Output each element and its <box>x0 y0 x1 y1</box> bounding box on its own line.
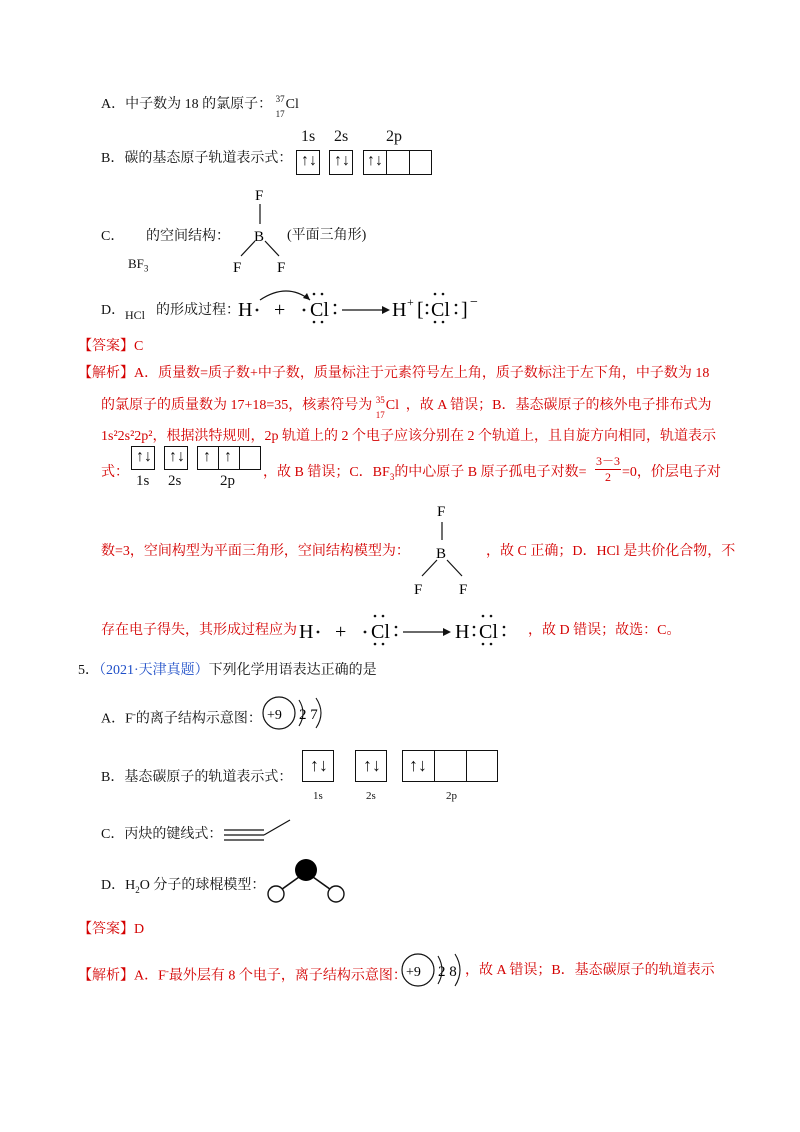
q4-analysis-line-1: 【解析】A．质量数=质子数+中子数，质量标注于元素符号左上角，质子数标注于左下角，中子数为 18 <box>78 366 710 381</box>
q5-analysis-line-1a: 【解析】A．F-最外层有 8 个电子，离子结构示意图： <box>78 966 407 984</box>
up-down-arrow-icon: ↑↓ <box>334 152 350 169</box>
q4-analysis-line-4d: =0，价层电子对 <box>622 465 721 480</box>
q4-option-c-prefix: C． <box>101 229 125 244</box>
svg-label-b-ph: H <box>455 621 470 643</box>
planar-triangle-note: (平面三角形) <box>287 228 367 243</box>
svg-label-d-ph: H <box>392 299 407 321</box>
q5-analysis-line-1c: ，故 A 错误；B．基态碳原子的轨道表示 <box>465 963 715 978</box>
analysis-label: 【解析】 <box>78 366 134 381</box>
q5-answer <box>78 921 144 939</box>
up-down-arrow-icon: ↑↓ <box>310 755 328 775</box>
up-down-arrow-icon: ↑↓ <box>169 448 185 465</box>
up-down-arrow-icon: ↑↓ <box>136 448 152 465</box>
svg-label-a-f1: F <box>437 504 446 520</box>
question-number: 5． <box>78 663 99 678</box>
orbital-label-1s: 1s <box>301 128 316 145</box>
analysis-orbital-label-1s: 1s <box>136 473 150 489</box>
svg-label-b-pcl: Cl <box>479 621 498 643</box>
up-arrow-icon: ↑ <box>203 448 211 465</box>
analysis-orbital-box-1s <box>131 446 155 470</box>
orbital-box-2s <box>329 150 353 175</box>
q5-option-a: A．F-的离子结构示意图： <box>101 709 262 727</box>
answer-value: D <box>134 922 145 937</box>
svg-label-c-b: B <box>254 229 265 245</box>
analysis-orbital-label-2p: 2p <box>220 473 235 489</box>
q4-analysis-line-3: 1s²2s²2p²，根据洪特规则，2p 轨道上的 2 个电子应该分别在 2 个轨道上，且自旋方向相同，轨道表示 <box>101 429 716 444</box>
svg-label-d-h: H <box>238 299 253 321</box>
analysis-orbital-box-2p <box>197 446 261 470</box>
fraction-denominator: 2 <box>605 470 611 484</box>
q4-option-a-text: A．中子数为 18 的氯原子： <box>101 97 273 112</box>
q4-option-d-prefix: D． <box>101 303 126 318</box>
answer-label: 【答案】 <box>78 922 134 937</box>
electron-configuration: 1s²2s²2p² <box>101 429 153 444</box>
analysis-orbital-box-2s <box>164 446 188 470</box>
propyne-skeletal-formula <box>220 816 300 846</box>
svg-label-b-plus: + <box>335 621 347 643</box>
svg-label-b-cl: Cl <box>371 621 390 643</box>
svg-label-b5-shells: 2 8 <box>438 964 457 980</box>
orbital-box-2p <box>363 150 432 175</box>
q4-answer <box>78 338 143 356</box>
q4-analysis-line-4a: 式： <box>101 465 129 480</box>
svg-label-b5-nuc: +9 <box>406 965 421 980</box>
svg-label-c-f1: F <box>255 188 264 204</box>
q5-stem <box>78 662 377 680</box>
fraction-numerator: 3－3 <box>595 454 620 468</box>
up-down-arrow-icon: ↑↓ <box>409 755 427 775</box>
hcl-covalent-formation-diagram <box>293 602 528 652</box>
orbital-box-1s <box>296 150 320 175</box>
svg-label-c-f2: F <box>233 260 242 276</box>
svg-label-d-cl: Cl <box>310 299 329 321</box>
up-arrow-icon: ↑ <box>224 448 232 465</box>
q5-orbital-box-2p <box>402 750 498 782</box>
svg-label-a5-shells: 2 7 <box>299 707 318 723</box>
svg-label-d-pplus: + <box>407 295 414 309</box>
q5-option-c-text: C．丙炔的键线式： <box>101 827 223 842</box>
q4-analysis-line-4b: ，故 B 错误；C．$BF_3$的中心原子 B 原子孤电子对数= <box>263 465 587 482</box>
answer-label: 【答案】 <box>78 339 134 354</box>
svg-label-a-f2: F <box>414 582 423 598</box>
q4-option-b-text: B．碳的基态原子轨道表示式： <box>101 151 293 166</box>
fluoride-ion-structure-diagram <box>261 692 341 736</box>
q4-option-d-text: 的形成过程： <box>156 303 240 318</box>
chlorine-35-symbol: 35 17 Cl <box>375 395 400 420</box>
svg-label-a5-nuc: +9 <box>267 708 282 723</box>
q4-analysis-line-5b: ，故 C 正确；D．HCl 是共价化合物，不 <box>486 544 736 559</box>
analysis-label: 【解析】 <box>78 968 134 984</box>
svg-label-a-b: B <box>436 546 447 562</box>
orbital-label-2s: 2s <box>334 128 349 145</box>
q4-analysis-line-6a: 存在电子得失，其形成过程应为 <box>101 623 297 638</box>
up-down-arrow-icon: ↑↓ <box>367 152 383 169</box>
svg-label-d-plus: + <box>274 299 286 321</box>
analysis-orbital-label-2s: 2s <box>168 473 182 489</box>
svg-label-d-pcl: Cl <box>431 299 450 321</box>
orbital-label-2p: 2p <box>386 128 402 145</box>
svg-label-a-f3: F <box>459 582 468 598</box>
q5-option-b-text: B．基态碳原子的轨道表示式： <box>101 770 293 785</box>
svg-label-b-h: H <box>299 621 314 643</box>
q5-orbital-label-2s: 2s <box>366 790 376 802</box>
q4-analysis-line-6b: ，故 D 错误；故选：C。 <box>528 623 681 638</box>
q4-analysis-line-2: 的氯原子的质量数为 17+18=35，核素符号为 35 17 Cl ，故 A 错误；B．基态碳原子的核外电子排布式为 <box>101 395 712 420</box>
svg-text:−: − <box>470 295 478 310</box>
q4-option-a <box>101 94 306 119</box>
q4-option-c-text: 的空间结构： <box>146 229 230 244</box>
bf3-analysis-structure-diagram <box>400 500 485 600</box>
chlorine-37-symbol: 37 17 Cl <box>275 94 299 119</box>
svg-text:[: [ <box>417 299 424 321</box>
question-text: 下列化学用语表达正确的是 <box>208 663 377 678</box>
q5-orbital-label-2p: 2p <box>446 790 457 802</box>
bf3-formula: $BF_3$ <box>128 256 149 274</box>
q4-analysis-line-5a: 数=3，空间构型为平面三角形，空间结构模型为： <box>101 544 410 559</box>
fluoride-ion-analysis-diagram <box>400 948 475 994</box>
q5-orbital-box-1s <box>302 750 334 782</box>
fraction <box>595 454 621 485</box>
hcl-formation-diagram <box>232 278 492 328</box>
up-down-arrow-icon: ↑↓ <box>301 152 317 169</box>
q5-orbital-label-1s: 1s <box>313 790 323 802</box>
up-down-arrow-icon: ↑↓ <box>363 755 381 775</box>
hcl-formula: HCl <box>125 308 146 322</box>
question-source: （2021·天津真题） <box>99 663 209 678</box>
q5-orbital-box-2s <box>355 750 387 782</box>
svg-label-c-f3: F <box>277 260 286 276</box>
svg-text:]: ] <box>461 299 468 321</box>
q5-option-d: D．$H_2O$ 分子的球棍模型： <box>101 878 266 895</box>
water-ball-and-stick-model <box>262 856 352 906</box>
answer-value: C <box>134 339 144 354</box>
